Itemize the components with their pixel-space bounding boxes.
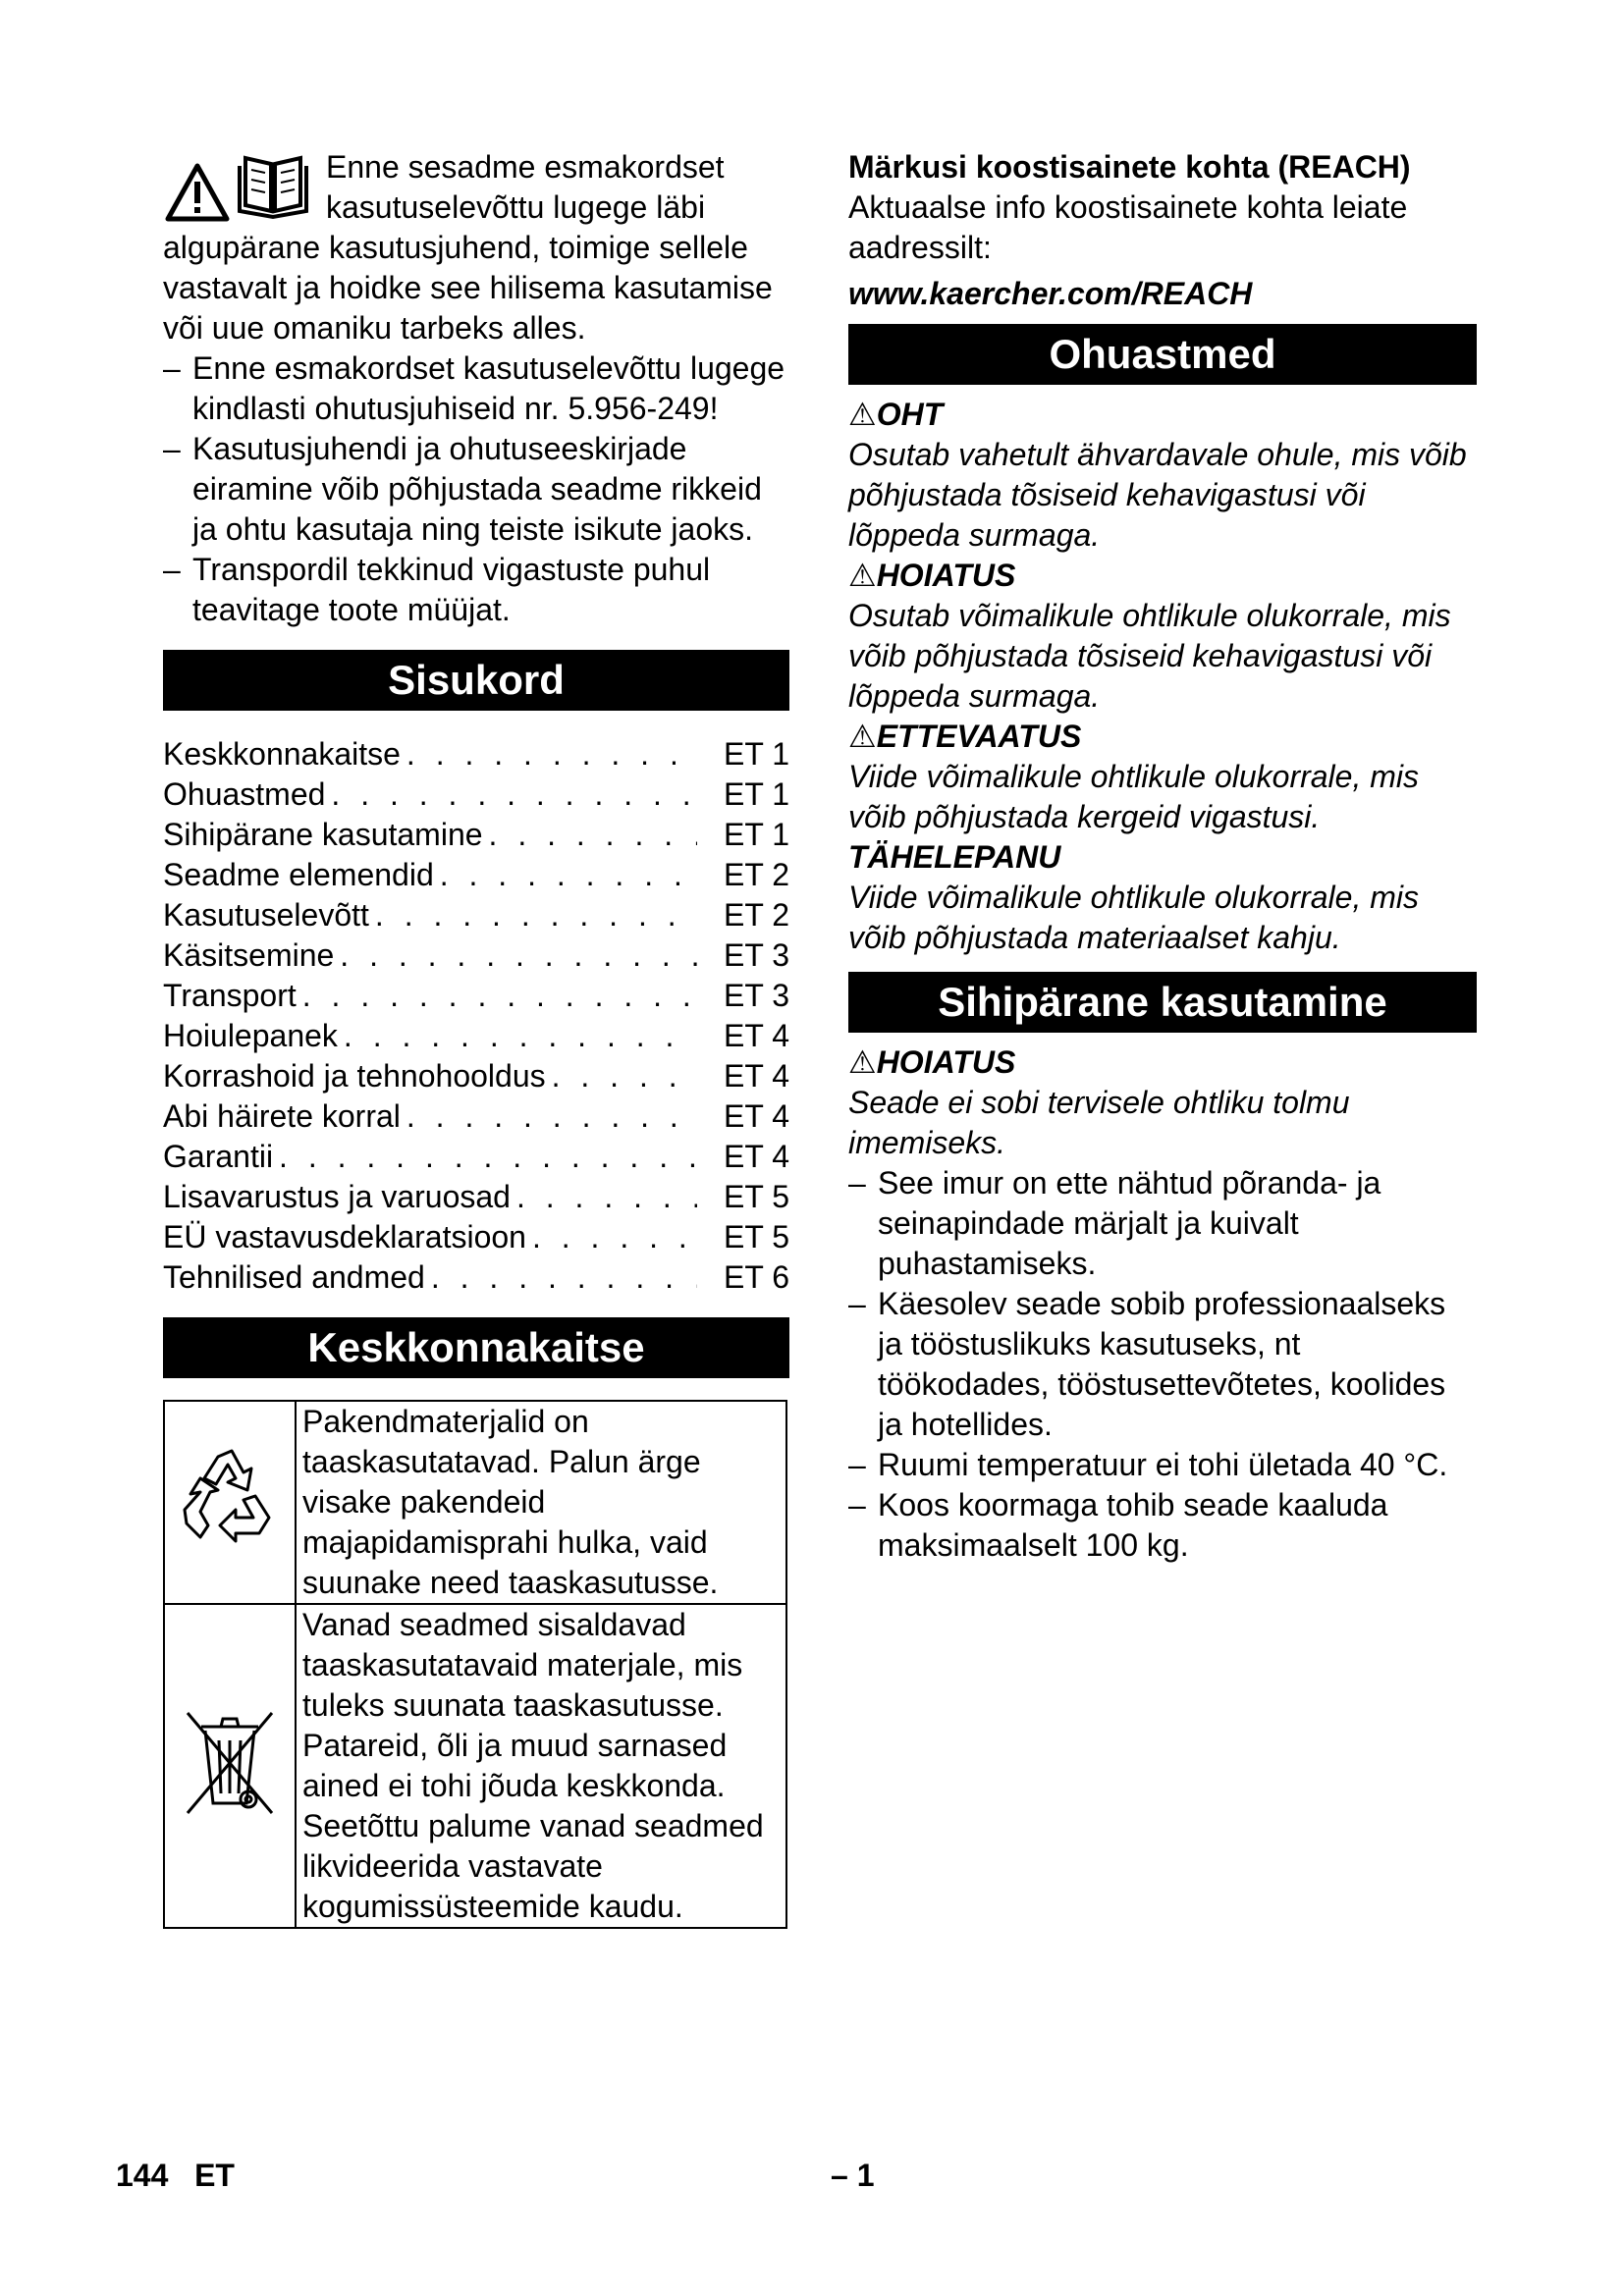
intro-bullet: – Enne esmakordset kasutuselevõttu lugege kindlasti ohutusjuhiseid nr. 5.956-249! [163, 348, 789, 429]
toc-entry-tehnilised-andmed[interactable]: Tehnilised andmed . . . ET 6 [163, 1257, 789, 1298]
toc-entry-hoiulepanek[interactable]: Hoiulepanek . . . ET 4 [163, 1016, 789, 1056]
intro-block [163, 147, 789, 348]
toc-entry-sihiparane-kasutamine[interactable]: Sihipärane kasutamine . . . ET 1 [163, 815, 789, 855]
usage-bullet: – See imur on ette nähtud põranda- ja seinapindade märjalt ja kuivalt puhastamiseks. [848, 1163, 1477, 1284]
right-column [848, 147, 1477, 1566]
toc-entry-keskkonnakaitse[interactable]: Keskkonnakaitse . . . ET 1 [163, 734, 789, 774]
toc-entry-kasitsemine[interactable]: Käsitsemine . . . ET 3 [163, 935, 789, 976]
crossed-bin-icon [176, 1697, 284, 1825]
hazard-label: HOIATUS [876, 558, 1016, 593]
usage-bullet-text: Ruumi temperatuur ei tohi ületada 40 °C. [878, 1447, 1448, 1482]
usage-bullet: – Koos koormaga tohib seade kaaluda maksimaalselt 100 kg. [848, 1485, 1477, 1566]
page-number: 144 [116, 2158, 169, 2193]
toc-entry-vastavusdeklaratsioon[interactable]: EÜ vastavusdeklaratsioon . . . ET 5 [163, 1217, 789, 1257]
weee-bin-cell [164, 1604, 296, 1928]
hazard-item-tahelepanu [848, 837, 1477, 958]
warning-sign-icon: ⚠ [848, 558, 877, 593]
reach-heading: Märkusi koostisainete kohta (REACH) [848, 149, 1411, 185]
warning-sign-icon: ⚠ [848, 397, 877, 432]
footer-center: – 1 [831, 2158, 875, 2193]
intro-bullet-text: Transpordil tekkinud vigastuste puhul teavitage toote müüjat. [192, 552, 711, 627]
toc-entry-seadme-elemendid[interactable]: Seadme elemendid . . . ET 2 [163, 855, 789, 895]
toc-entry-garantii[interactable]: Garantii . . . ET 4 [163, 1137, 789, 1177]
toc-entry-transport[interactable]: Transport . . . ET 3 [163, 976, 789, 1016]
toc-entry-korrashoid[interactable]: Korrashoid ja tehnohooldus . . . ET 4 [163, 1056, 789, 1096]
hazard-text: Viide võimalikule ohtlikule olukorrale, mis võib põhjustada materiaalset kahju. [848, 880, 1419, 955]
warning-triangle-icon [165, 162, 230, 223]
usage-bullet-text: Koos koormaga tohib seade kaaluda maksimaalselt 100 kg. [878, 1487, 1388, 1563]
warning-sign-icon: ⚠ [848, 719, 877, 754]
usage-warning-label: HOIATUS [876, 1044, 1016, 1080]
usage-bullet-text: See imur on ette nähtud põranda- ja seinapindade märjalt ja kuivalt puhastamiseks. [878, 1165, 1381, 1281]
hazard-item-ettevaatus [848, 717, 1477, 837]
intro-bullet-text: Enne esmakordset kasutuselevõttu lugege kindlasti ohutusjuhiseid nr. 5.956-249! [192, 350, 785, 426]
hazard-label: ETTEVAATUS [876, 719, 1082, 754]
hazard-label: OHT [876, 397, 944, 432]
toc-entry-abi-hairete-korral[interactable]: Abi häirete korral . . . ET 4 [163, 1096, 789, 1137]
toc-list [163, 734, 789, 1298]
intro-bullet-text: Kasutusjuhendi ja ohutuseeskirjade eiramine võib põhjustada seadme rikkeid ja ohtu kasutaja ning teiste isikute jaoks. [192, 431, 762, 547]
footer-page-number [116, 2156, 235, 2196]
language-code: ET [194, 2158, 235, 2193]
toc-entry-ohuastmed[interactable]: Ohuastmed . . . ET 1 [163, 774, 789, 815]
usage-bullet-text: Käesolev seade sobib professionaalseks ja tööstuslikuks kasutuseks, nt töökodades, tööstusettevõtetes, koolides ja hotellides. [878, 1286, 1446, 1442]
hazard-item-hoiatus [848, 556, 1477, 717]
packaging-text: Pakendmaterjalid on taaskasutatavad. Palun ärge visake pakendeid majapidamisprahi hulka, vaid suunake need taaskasutusse. [296, 1401, 786, 1604]
toc-entry-kasutuselevott[interactable]: Kasutuselevõtt . . . ET 2 [163, 895, 789, 935]
environment-table [163, 1400, 787, 1929]
usage-bullet: – Käesolev seade sobib professionaalseks ja tööstuslikuks kasutuseks, nt töökodades, tööstusettevõtetes, koolides ja hotellides. [848, 1284, 1477, 1445]
recycle-icon [171, 1439, 289, 1557]
usage-bullet: – Ruumi temperatuur ei tohi ületada 40 °C. [848, 1445, 1477, 1485]
environment-heading: Keskkonnakaitse [163, 1317, 789, 1378]
left-column [163, 147, 789, 1929]
intro-text: Enne sesadme esmakordset kasutuselevõttu lugege läbi algupärane kasutusjuhend, toimige sellele vastavalt ja hoidke see hilisema kasutamise või uue omaniku tarbeks alles. [163, 149, 773, 346]
environment-row-packaging [164, 1401, 786, 1604]
hazard-text: Osutab võimalikule ohtlikule olukorrale, mis võib põhjustada tõsiseid kehavigastusi või lõppeda surmaga. [848, 598, 1451, 714]
usage-heading: Sihipärane kasutamine [848, 972, 1477, 1033]
hazard-text: Viide võimalikule ohtlikule olukorrale, mis võib põhjustada kergeid vigastusi. [848, 759, 1419, 834]
reach-text: Aktuaalse info koostisainete kohta leiate aadressilt: [848, 189, 1408, 265]
hazard-text: Osutab vahetult ähvardavale ohule, mis võib põhjustada tõsiseid kehavigastusi või lõppeda surmaga. [848, 437, 1467, 553]
warning-sign-icon: ⚠ [848, 1044, 877, 1080]
intro-bullet: – Transpordil tekkinud vigastuste puhul teavitage toote müüjat. [163, 550, 789, 630]
usage-warning-text: Seade ei sobi tervisele ohtliku tolmu imemiseks. [848, 1085, 1350, 1160]
toc-heading: Sisukord [163, 650, 789, 711]
hazard-item-oht [848, 395, 1477, 556]
recycle-cell [164, 1401, 296, 1604]
intro-icons [163, 150, 320, 227]
toc-entry-lisavarustus[interactable]: Lisavarustus ja varuosad . . . ET 5 [163, 1177, 789, 1217]
hazard-label: TÄHELEPANU [848, 839, 1061, 875]
intro-bullet: – Kasutusjuhendi ja ohutuseeskirjade eiramine võib põhjustada seadme rikkeid ja ohtu kasutaja ning teiste isikute jaoks. [163, 429, 789, 550]
manual-book-icon [234, 152, 312, 221]
reach-url[interactable]: www.kaercher.com/REACH [848, 276, 1253, 311]
environment-row-devices [164, 1604, 786, 1928]
hazards-heading: Ohuastmed [848, 324, 1477, 385]
devices-text: Vanad seadmed sisaldavad taaskasutatavaid materjale, mis tuleks suunata taaskasutusse. Patareid, õli ja muud sarnased ained ei tohi jõuda keskkonda. Seetõttu palume vanad seadmed likvideerida vastavate kogumissüsteemide kaudu. [296, 1604, 786, 1928]
